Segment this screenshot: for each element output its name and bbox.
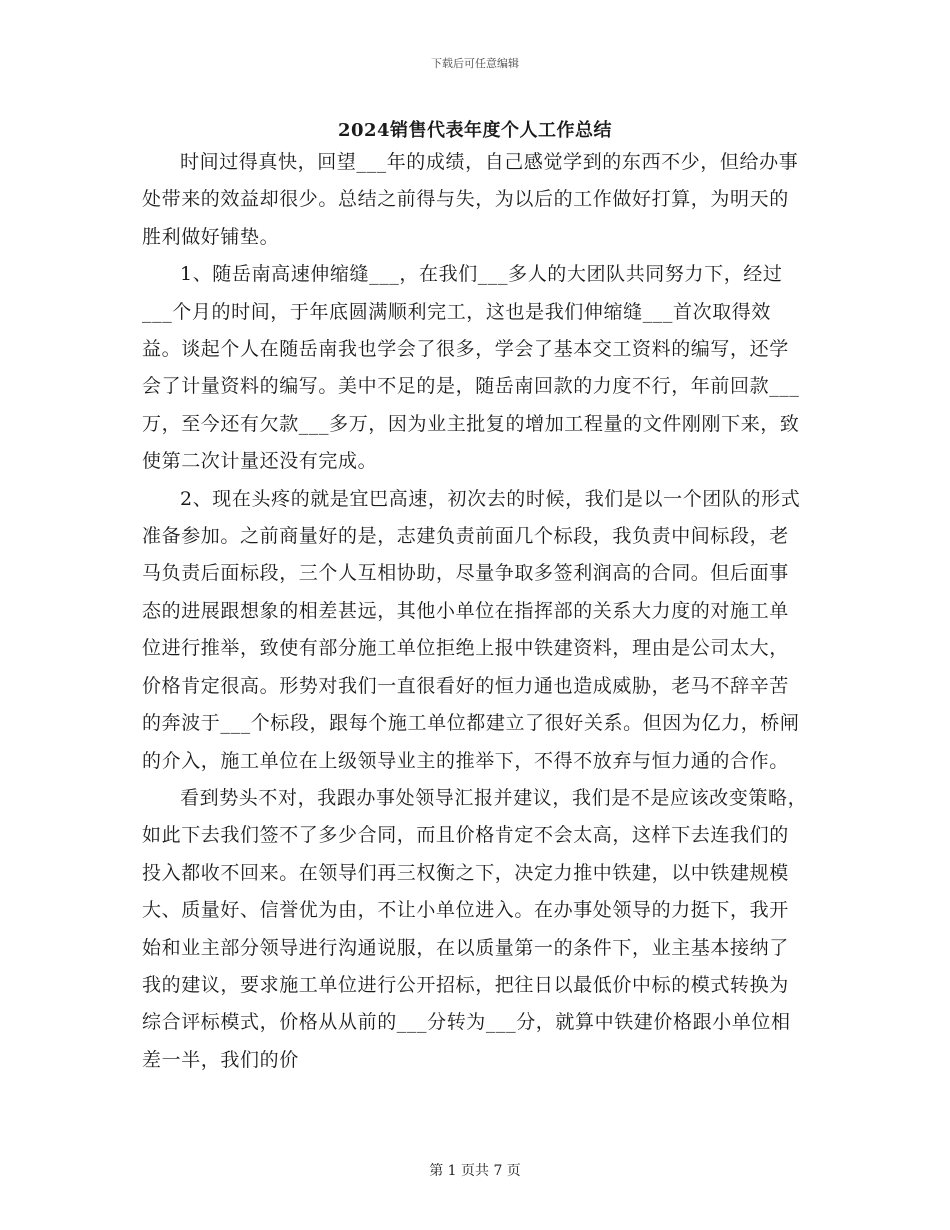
paragraph: 1、随岳南高速伸缩缝___，在我们___多人的大团队共同努力下，经过___个月的时间，于年底圆满顺利完工，这也是我们伸缩缝___首次取得效益。谈起个人在随岳南我也学会了很多，学会了基本交工资料的编写，还学会了计量资料的编写。美中不足的是，随岳南回款的力度不行，年前回款___万，至今还有欠款___多万，因为业主批复的增加工程量的文件刚刚下来，致使第二次计量还没有完成。 <box>142 263 800 473</box>
header-note: 下载后可任意编辑 <box>431 57 519 70</box>
paragraph: 时间过得真快，回望___年的成绩，自己感觉学到的东西不少，但给办事处带来的效益却很少。总结之前得与失，为以后的工作做好打算，为明天的胜利做好铺垫。 <box>142 151 799 248</box>
document-title: 2024销售代表年度个人工作总结 <box>337 120 613 141</box>
page-number: 第 1 页共 7 页 <box>429 1163 521 1179</box>
paragraph: 看到势头不对，我跟办事处领导汇报并建议，我们是不是应该改变策略，如此下去我们签不了多少合同，而且价格肯定不会太高，这样下去连我们的投入都收不回来。在领导们再三权衡之下，决定力推中铁建，以中铁建规模大、质量好、信誉优为由，不让小单位进入。在办事处领导的力挺下，我开始和业主部分领导进行沟通说服，在以质量第一的条件下，业主基本接纳了我的建议，要求施工单位进行公开招标，把往日以最低价中标的模式转换为综合评标模式，价格从从前的___分转为___分，就算中铁建价格跟小单位相差一半，我们的价 <box>142 786 808 1071</box>
document-body <box>142 144 808 1079</box>
paragraph: 2、现在头疼的就是宜巴高速，初次去的时候，我们是以一个团队的形式准备参加。之前商量好的是，志建负责前面几个标段，我负责中间标段，老马负责后面标段，三个人互相协助，尽量争取多签利润高的合同。但后面事态的进展跟想象的相差甚远，其他小单位在指挥部的关系大力度的对施工单位进行推举，致使有部分施工单位拒绝上报中铁建资料，理由是公司太大，价格肯定很高。形势对我们一直很看好的恒力通也造成威胁，老马不辞辛苦的奔波于___个标段，跟每个施工单位都建立了很好关系。但因为亿力，桥闸的介入，施工单位在上级领导业主的推举下，不得不放弃与恒力通的合作。 <box>142 487 801 772</box>
